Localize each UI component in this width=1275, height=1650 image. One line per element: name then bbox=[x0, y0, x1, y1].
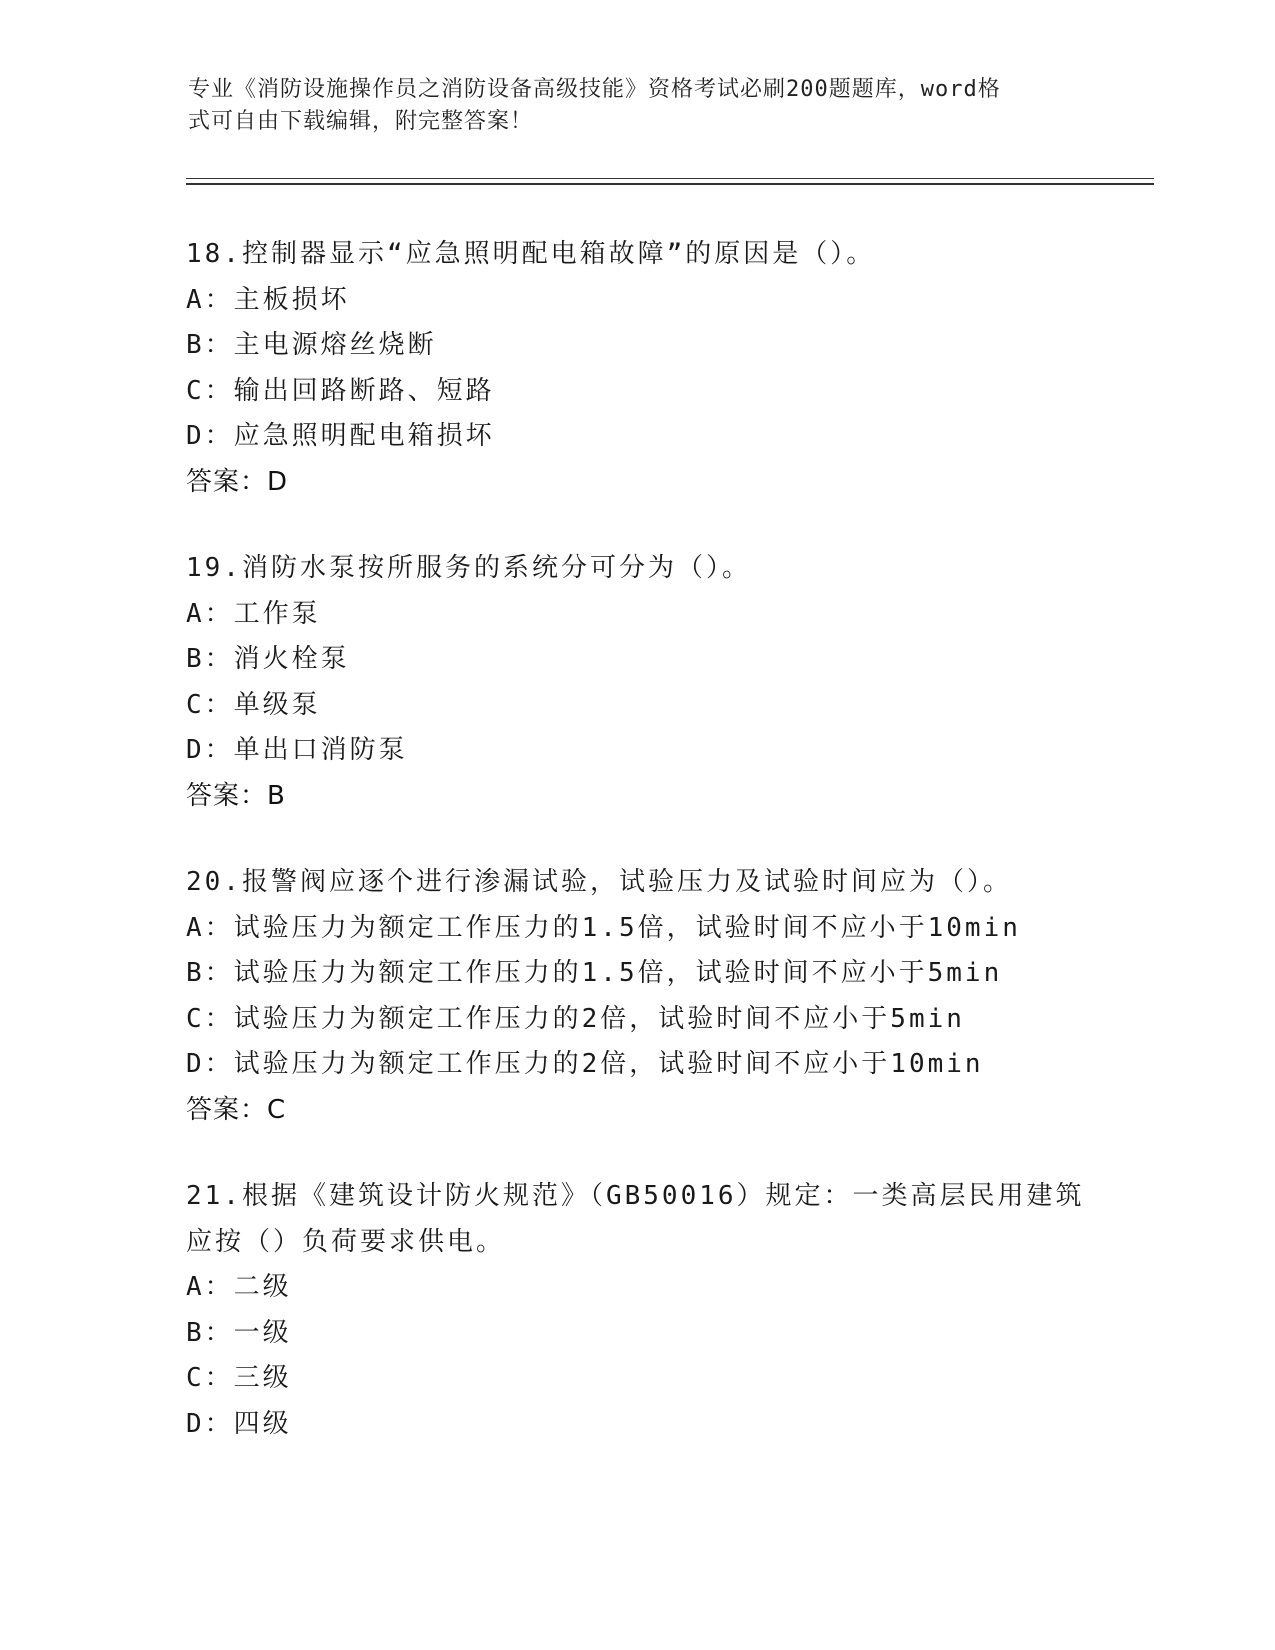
answer-line: 答案：C bbox=[186, 1094, 287, 1125]
question-stem-line-2: 应按（）负荷要求供电。 bbox=[186, 1226, 506, 1257]
option-a: A：试验压力为额定工作压力的1.5倍，试验时间不应小于10min bbox=[186, 912, 1021, 943]
option-c: C：单级泵 bbox=[186, 689, 321, 720]
header-line-2: 式可自由下载编辑，附完整答案！ bbox=[188, 109, 534, 134]
option-d: D：试验压力为额定工作压力的2倍，试验时间不应小于10min bbox=[186, 1049, 984, 1079]
option-c: C：试验压力为额定工作压力的2倍，试验时间不应小于5min bbox=[186, 1003, 965, 1034]
answer-line: 答案：B bbox=[186, 780, 286, 811]
question-21 bbox=[186, 1174, 1146, 1447]
question-list bbox=[186, 232, 1146, 1488]
option-d: D：四级 bbox=[186, 1408, 292, 1439]
option-b: B：主电源熔丝烧断 bbox=[186, 330, 437, 360]
question-18 bbox=[186, 232, 1146, 505]
question-stem: 18.控制器显示“应急照明配电箱故障”的原因是（）。 bbox=[186, 239, 876, 269]
question-19 bbox=[186, 546, 1146, 819]
header-rule-thin bbox=[186, 178, 1154, 179]
option-a: A：二级 bbox=[186, 1272, 292, 1302]
option-a: A：工作泵 bbox=[186, 598, 321, 629]
document-header bbox=[188, 74, 1068, 138]
answer-line: 答案：D bbox=[186, 466, 289, 497]
option-b: B：消火栓泵 bbox=[186, 644, 350, 674]
question-stem: 19.消防水泵按所服务的系统分可分为（）。 bbox=[186, 553, 751, 583]
option-d: D：应急照明配电箱损坏 bbox=[186, 421, 495, 451]
option-b: B：一级 bbox=[186, 1317, 292, 1348]
question-20 bbox=[186, 860, 1146, 1133]
header-line-1: 专业《消防设施操作员之消防设备高级技能》资格考试必刷200题题库，word格 bbox=[188, 77, 1001, 102]
option-d: D：单出口消防泵 bbox=[186, 735, 408, 765]
question-stem-line-1: 21.根据《建筑设计防火规范》（GB50016）规定：一类高层民用建筑 bbox=[186, 1181, 1085, 1211]
option-c: C：输出回路断路、短路 bbox=[186, 375, 495, 406]
option-c: C：三级 bbox=[186, 1363, 292, 1393]
question-stem: 20.报警阀应逐个进行渗漏试验，试验压力及试验时间应为（）。 bbox=[186, 867, 1012, 897]
header-rule-thick bbox=[186, 183, 1154, 185]
option-a: A：主板损坏 bbox=[186, 284, 350, 315]
option-b: B：试验压力为额定工作压力的1.5倍，试验时间不应小于5min bbox=[186, 958, 1003, 988]
